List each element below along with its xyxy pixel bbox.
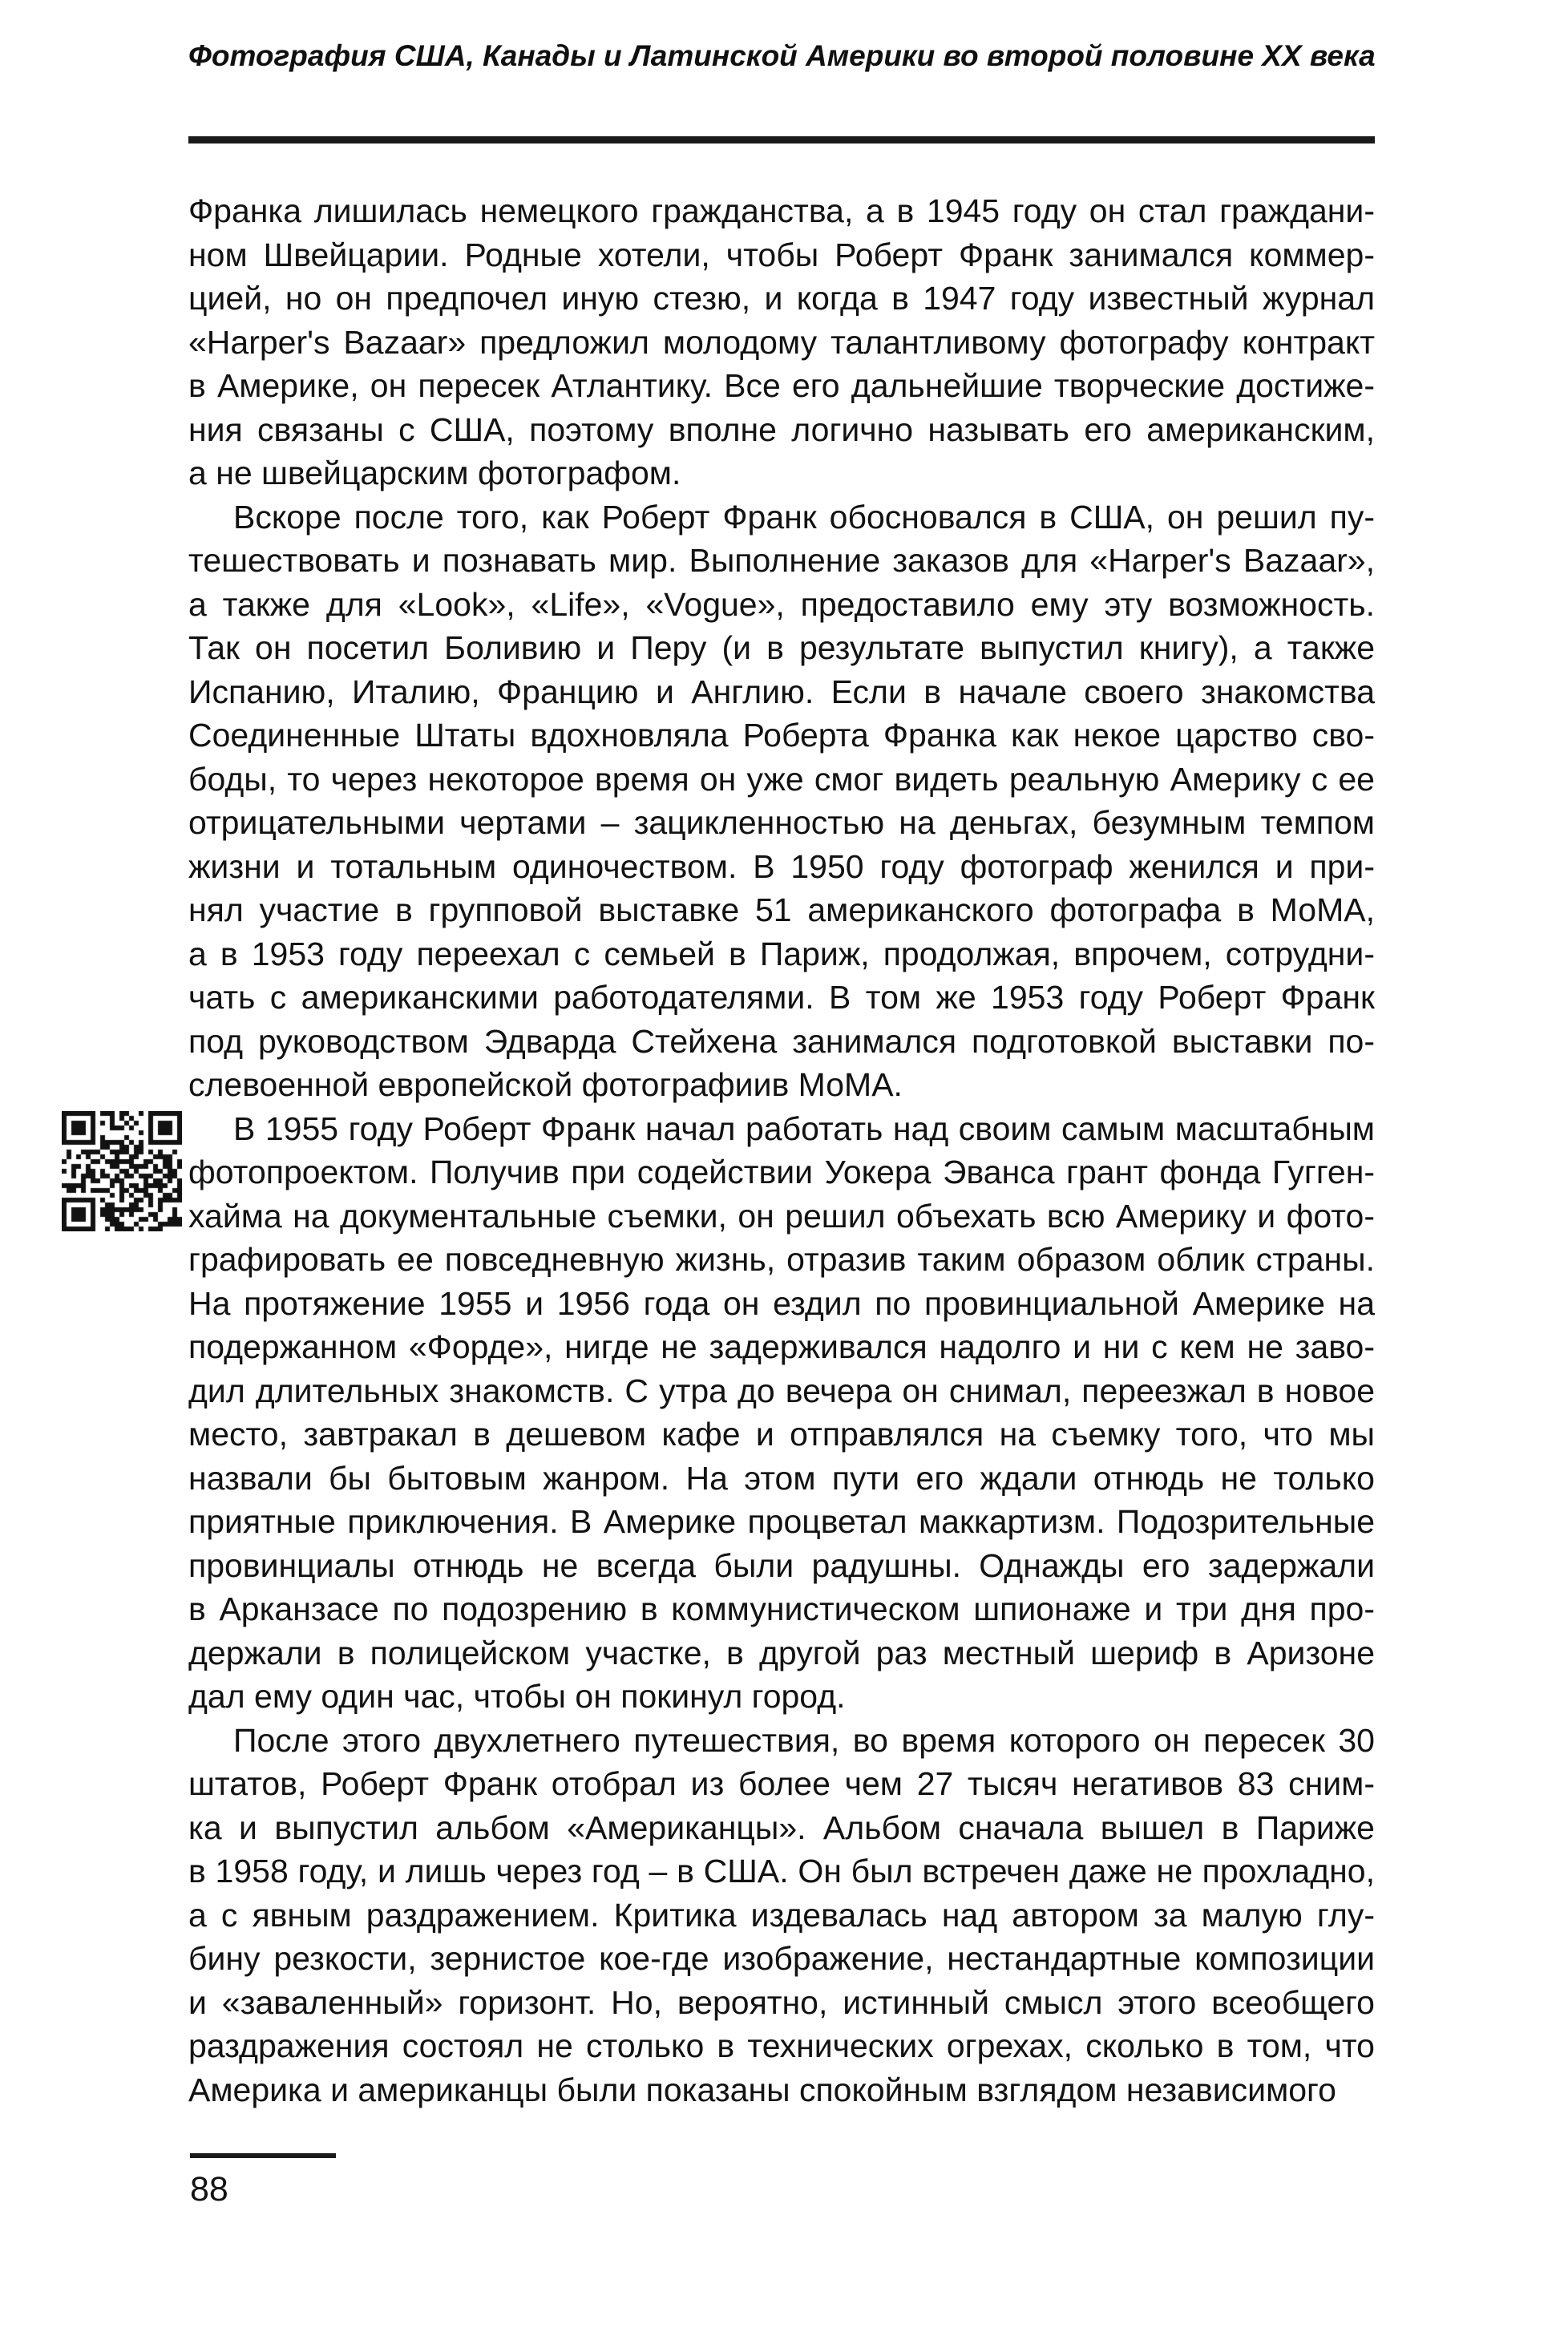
text-line: раздражения состоял не столько в технических огрехах, сколько в том, что xyxy=(188,2027,1375,2064)
text-line: а не швейцарским фотографом. xyxy=(188,455,681,491)
text-line: под руководством Эдварда Стейхена занимался подготовкой выставки по- xyxy=(188,1022,1375,1060)
text-line: приятные приключения. В Америке процветал маккартизм. Подозрительные xyxy=(188,1503,1375,1540)
text-line: хайма на документальные съемки, он решил объехать всю Америку и фото- xyxy=(188,1197,1375,1235)
text-line: отрицательными чертами – зацикленностью на деньгах, безумным темпом xyxy=(188,804,1375,841)
header-rule xyxy=(188,136,1375,143)
text-line: боды, то через некоторое время он уже смог видеть реальную Америку с ее xyxy=(188,760,1375,798)
qr-code xyxy=(62,1111,182,1231)
text-line: ния связаны с США, поэтому вполне логично называть его американским, xyxy=(188,410,1375,448)
text-line: «Harper's Bazaar» предложил молодому талантливому фотографу контракт xyxy=(188,323,1375,361)
text-line: жизни и тотальным одиночеством. В 1950 году фотограф женился и при- xyxy=(188,847,1375,885)
text-line: а в 1953 году переехал с семьей в Париж, продолжая, впрочем, сотрудни- xyxy=(188,935,1375,972)
running-head: Фотография США, Канады и Латинской Америки во второй половине XX века xyxy=(188,39,1376,72)
text-line: держали в полицейском участке, в другой раз местный шериф в Аризоне xyxy=(188,1634,1375,1671)
text-line: слевоенной европейской фотографиив МоМА. xyxy=(188,1066,903,1103)
text-line: Испанию, Италию, Францию и Англию. Если в начале своего знакомства xyxy=(188,673,1375,710)
text-line: тешествовать и познавать мир. Выполнение заказов для «Harper's Bazaar», xyxy=(188,542,1375,579)
paragraph xyxy=(188,495,1375,1107)
text-line: дил длительных знакомств. С утра до вечера он снимал, переезжал в новое xyxy=(188,1372,1375,1409)
text-line: цией, но он предпочел иную стезю, и когда в 1947 году известный журнал xyxy=(188,280,1375,317)
paragraph xyxy=(188,1107,1375,1719)
text-line: Франка лишилась немецкого гражданства, а в 1945 году он стал граждани- xyxy=(188,192,1375,229)
text-line: в Арканзасе по подозрению в коммунистическом шпионаже и три дня про- xyxy=(188,1590,1375,1627)
text-line: чать с американскими работодателями. В том же 1953 году Роберт Франк xyxy=(188,979,1375,1016)
text-line: провинциалы отнюдь не всегда были радушны. Однажды его задержали xyxy=(188,1546,1375,1584)
text-line: место, завтракал в дешевом кафе и отправлялся на съемку того, что мы xyxy=(188,1416,1375,1453)
text-line: Америка и американцы были показаны спокойным взглядом независимого xyxy=(188,2071,1336,2108)
paragraph xyxy=(188,1719,1375,2112)
text-line: бину резкости, зернистое кое-где изображение, нестандартные композиции xyxy=(188,1940,1375,1977)
text-line: дал ему один час, чтобы он покинул город. xyxy=(188,1678,846,1715)
text-line: фотопроектом. Получив при содействии Уокера Эванса грант фонда Гугген- xyxy=(188,1154,1375,1190)
text-line: а с явным раздражением. Критика издевалась над автором за малую глу- xyxy=(188,1896,1375,1934)
text-line: графировать ее повседневную жизнь, отразив таким образом облик страны. xyxy=(188,1241,1375,1278)
text-line: Так он посетил Боливию и Перу (и в результате выпустил книгу), а также xyxy=(188,629,1375,666)
page-number: 88 xyxy=(190,2170,228,2209)
text-line: назвали бы бытовым жанром. На этом пути его ждали отнюдь не только xyxy=(188,1459,1375,1497)
text-line: Соединенные Штаты вдохновляла Роберта Франка как некое царство сво- xyxy=(188,717,1375,754)
text-line: На протяжение 1955 и 1956 года он ездил по провинциальной Америке на xyxy=(188,1284,1375,1322)
text-line: в Америке, он пересек Атлантику. Все его дальнейшие творческие достиже- xyxy=(188,367,1375,404)
text-line: Вскоре после того, как Роберт Франк обосновался в США, он решил пу- xyxy=(233,498,1375,536)
text-line: нял участие в групповой выставке 51 американского фотографа в МоМА, xyxy=(188,891,1375,928)
text-line: После этого двухлетнего путешествия, во время которого он пересек 30 xyxy=(233,1721,1375,1759)
text-line: В 1955 году Роберт Франк начал работать над своим самым масштабным xyxy=(233,1109,1375,1147)
body-text xyxy=(188,189,1375,2112)
text-line: подержанном «Форде», нигде не задерживался надолго и ни с кем не заво- xyxy=(188,1328,1375,1365)
paragraph xyxy=(188,189,1375,495)
text-line: штатов, Роберт Франк отобрал из более чем 27 тысяч негативов 83 сним- xyxy=(188,1765,1375,1802)
text-line: ка и выпустил альбом «Американцы». Альбом сначала вышел в Париже xyxy=(188,1809,1375,1846)
text-line: ном Швейцарии. Родные хотели, чтобы Роберт Франк занимался коммер- xyxy=(188,236,1375,273)
text-line: в 1958 году, и лишь через год – в США. Он был встречен даже не прохладно, xyxy=(188,1853,1375,1889)
text-line: а также для «Look», «Life», «Vogue», предоставило ему эту возможность. xyxy=(188,585,1375,623)
text-line: и «заваленный» горизонт. Но, вероятно, истинный смысл этого всеобщего xyxy=(188,1983,1375,2021)
footer-rule xyxy=(190,2153,336,2158)
